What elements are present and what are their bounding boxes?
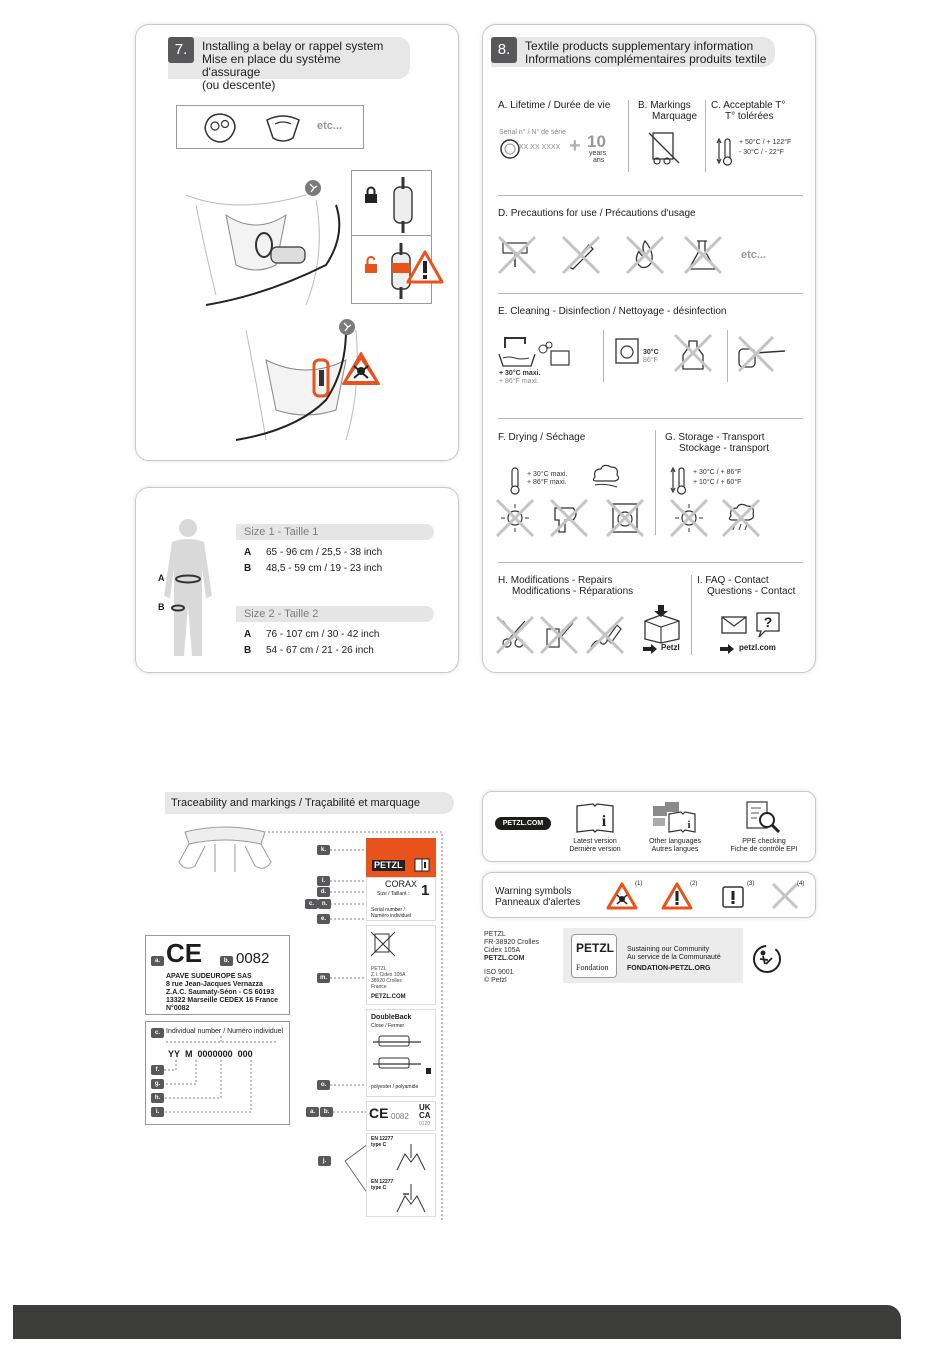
temp-high: + 50°C / + 122°F	[739, 139, 792, 146]
tag-doubleback-title: DoubleBack	[371, 1014, 412, 1021]
label-i: i.	[151, 1107, 164, 1117]
warning-mark-4: (4)	[797, 881, 805, 887]
temp-title-en: C. Acceptable T°	[711, 100, 786, 111]
apave-line-2: 8 rue Jean-Jacques Vernazza	[166, 981, 263, 988]
tag-model: CORAX	[385, 879, 418, 889]
tag-material: polyester / polyamide	[371, 1084, 419, 1090]
ppe-check-icon[interactable]	[745, 800, 781, 834]
cleaning-title: E. Cleaning - Disinfection / Nettoyage - désinfection	[498, 306, 727, 317]
size2-a-key: A	[244, 629, 252, 640]
temperature-title	[711, 100, 785, 122]
body-silhouette	[158, 516, 218, 666]
warning-title-fr: Panneaux d'alertes	[495, 897, 581, 908]
section-7-title-fr2: (ou descente)	[202, 78, 276, 92]
svg-text:i: i	[687, 819, 691, 831]
no-tumble-dryer-icon	[607, 500, 643, 536]
tag-serial-en: Serial number /	[371, 907, 405, 913]
format-yy: YY	[168, 1049, 181, 1059]
foundation-text	[627, 946, 721, 973]
modifications-title-fr: Modifications - Réparations	[512, 586, 634, 597]
no-fire-icon	[627, 237, 663, 273]
label-n: n.	[318, 899, 331, 909]
section-8-banner	[491, 37, 775, 67]
machine-f: 86°F	[643, 357, 658, 364]
notified-body-box	[145, 935, 290, 1015]
harness-belay-illustration	[176, 175, 346, 315]
tag-no-cut-icon	[371, 932, 397, 956]
caution-warning-icon	[721, 885, 745, 909]
foundation-fr: Au service de la Communauté	[627, 954, 721, 961]
section-7-banner	[168, 37, 410, 92]
label-g: g.	[151, 1079, 164, 1089]
figure-label-b: B	[158, 602, 165, 612]
size1-title: Size 1 - Taille 1	[236, 524, 434, 540]
individual-leader-lines	[146, 1022, 291, 1126]
tag-en1-type: type C	[371, 1142, 387, 1148]
other-languages-label	[635, 838, 715, 854]
faq-title	[697, 575, 795, 597]
no-chemicals-icon	[685, 237, 721, 273]
individual-title: Individual number / Numéro individuel	[166, 1028, 284, 1035]
label-c-box: c.	[151, 1028, 164, 1038]
drying-thermometer-icon	[509, 467, 523, 495]
tag-en2-illustration	[391, 1184, 431, 1214]
belay-devices-box	[176, 105, 364, 149]
no-rain-icon	[723, 500, 759, 536]
modifications-title	[498, 575, 633, 597]
no-cut-label-icon	[649, 131, 679, 165]
petzl-com-badge[interactable]: PETZL.COM	[495, 817, 551, 830]
ppe-checking-label	[719, 838, 809, 854]
foundation-word: Fondation	[576, 963, 609, 972]
lifetime-title: A. Lifetime / Durée de vie	[498, 100, 611, 111]
no-scissors-icon	[497, 617, 533, 653]
warning-mark-2: (2)	[690, 881, 698, 887]
years-number: 10	[587, 132, 606, 151]
address-line-2: FR-38920 Crolles	[484, 939, 539, 946]
latest-version-label	[555, 838, 635, 854]
etc-label: etc...	[317, 120, 343, 132]
lock-open-icon	[364, 257, 378, 273]
traceability-banner: Traceability and markings / Traçabilité et marquage	[165, 792, 454, 814]
no-sun-storage-icon	[671, 500, 707, 536]
tag-ce-block	[366, 1101, 436, 1131]
tube-device-icon	[263, 110, 303, 146]
warning-mark-1: (1)	[635, 881, 643, 887]
label-h: h.	[151, 1093, 164, 1103]
foundation-logo	[571, 934, 617, 978]
label-c: c.	[305, 899, 318, 909]
climber-icon-2	[339, 319, 355, 335]
format-suffix: 000	[237, 1049, 253, 1059]
section-7-title-fr: Mise en place du système d'assurage	[202, 52, 341, 79]
label-o: o.	[317, 1080, 330, 1090]
recycle-trash-icon	[752, 944, 782, 974]
thermometer-icon	[717, 137, 737, 167]
magnifier-icon	[499, 138, 521, 160]
markings-title-en: B. Markings	[638, 100, 691, 111]
size1-b-value: 48,5 - 59 cm / 19 - 23 inch	[266, 563, 383, 574]
foundation-en: Sustaining our Community	[627, 946, 710, 953]
label-a: a.	[151, 956, 164, 966]
tag-address	[371, 966, 405, 990]
storage-high: + 30°C / + 86°F	[693, 469, 742, 476]
no-knife-icon	[563, 237, 599, 273]
address-line-3: Cidex 105A	[484, 947, 521, 954]
tag-en-block	[366, 1133, 436, 1217]
serial-label: Serial n° / N° de série	[499, 129, 567, 136]
warning-mark-3: (3)	[747, 881, 755, 887]
years-en: years	[589, 150, 607, 157]
tag-address-line-4: France	[371, 984, 387, 990]
apave-line-3: Z.A.C. Saumaty-Séon - CS 60193	[166, 989, 275, 996]
mail-icon	[721, 616, 747, 634]
markings-title	[638, 100, 697, 122]
no-sun-icon	[497, 500, 533, 536]
iso-label: ISO 9001	[484, 969, 514, 976]
belay-device-icon	[201, 110, 241, 146]
size2-title: Size 2 - Taille 2	[236, 606, 434, 622]
precautions-etc: etc...	[741, 249, 767, 261]
section-8-title-en: Textile products supplementary information	[525, 39, 754, 53]
storage-title-fr: Stockage - transport	[679, 443, 770, 454]
tag-ukca-2: CA	[419, 1111, 431, 1120]
label-a-tag: a.	[306, 1107, 319, 1117]
size2-a-value: 76 - 107 cm / 30 - 42 inch	[266, 629, 380, 640]
tag-en1-illustration	[391, 1144, 431, 1172]
tag-top-orange	[366, 838, 436, 877]
apave-address	[166, 973, 278, 1013]
tag-en1-title: EN 12277	[371, 1136, 394, 1142]
figure-label-a: A	[158, 573, 165, 583]
petzl-site-label: petzl.com	[739, 643, 776, 652]
climber-icon	[305, 180, 321, 196]
size1-row-a	[244, 547, 382, 558]
label-m: m.	[317, 973, 330, 983]
warning-symbols-panel	[482, 872, 816, 918]
label-e: e.	[317, 914, 330, 924]
other-languages-en: Other languages	[649, 838, 701, 845]
size1-b-key: B	[244, 563, 252, 574]
petzl-return-label: Petzl	[661, 643, 680, 652]
serial-value: XX XX XXXX	[519, 144, 561, 151]
ppe-checking-fr: Fiche de contrôle EPI	[730, 846, 798, 853]
foundation-site: FONDATION-PETZL.ORG	[627, 965, 711, 972]
wash-max-f: + 86°F maxi.	[499, 378, 539, 385]
tag-ce-number: 0082	[391, 1112, 409, 1121]
faq-title-fr: Questions - Contact	[707, 586, 796, 597]
tap-water-icon	[499, 334, 535, 368]
size2-b-value: 54 - 67 cm / 21 - 26 inch	[266, 645, 374, 656]
foundation-brand: PETZL	[576, 941, 614, 955]
svg-text:i: i	[601, 813, 607, 830]
arrow-right-icon-2	[720, 644, 734, 654]
years-fr: ans	[593, 157, 605, 164]
drying-max-c: + 30°C maxi.	[527, 471, 568, 478]
apave-line-1: APAVE SUDEUROPE SAS	[166, 973, 252, 980]
other-languages-fr: Autres langues	[651, 846, 699, 853]
sizes-panel	[135, 487, 459, 673]
latest-version-fr: Dernière version	[569, 846, 621, 853]
tag-buckle-illustration	[371, 1032, 431, 1078]
format-m: M	[185, 1049, 193, 1059]
tag-address-line-2: Z.I. Cidex 105A	[371, 972, 406, 978]
no-marker-icon	[587, 617, 623, 653]
section-7-title-en: Installing a belay or rappel system	[202, 39, 384, 53]
tag-address-block	[366, 925, 436, 1005]
svg-text:?: ?	[763, 614, 773, 630]
info-panel	[482, 791, 816, 862]
section-8-number: 8.	[491, 37, 517, 63]
tag-ukca-num: 0120	[419, 1121, 431, 1127]
storage-title-en: G. Storage - Transport	[665, 432, 765, 443]
book-info-icon[interactable]	[575, 802, 615, 834]
label-j: j.	[318, 1156, 331, 1166]
address-site: PETZL.COM	[484, 955, 525, 962]
format-digits: 0000000	[197, 1049, 233, 1059]
no-pressure-washer-icon	[737, 337, 795, 371]
markings-title-fr: Marquage	[652, 111, 698, 122]
temp-low: - 30°C / - 22°F	[739, 149, 784, 156]
individual-number-box	[145, 1021, 290, 1125]
tag-en2-type: type C	[371, 1185, 387, 1191]
label-k: k.	[317, 845, 330, 855]
tag-ukca-1: UK	[419, 1103, 431, 1112]
tag-book-icon	[414, 858, 430, 872]
question-bubble-icon	[755, 611, 781, 639]
drying-max-f: + 86°F maxi.	[527, 479, 567, 486]
air-dry-icon	[589, 463, 623, 491]
return-box-icon	[641, 605, 683, 645]
section-7-panel	[135, 24, 459, 461]
storage-thermometer-icon	[671, 466, 691, 496]
soap-icon	[537, 341, 571, 367]
warning-triangle-icon	[406, 250, 444, 284]
precautions-title: D. Precautions for use / Précautions d'usage	[498, 208, 696, 219]
drying-title: F. Drying / Séchage	[498, 432, 586, 443]
waist-belt-icon	[174, 574, 202, 584]
warning-title	[495, 886, 580, 908]
company-address	[484, 931, 539, 985]
address-line-1: PETZL	[484, 931, 506, 938]
apave-line-4: 13322 Marseille CEDEX 16 France	[166, 997, 279, 1004]
section-7-number: 7.	[168, 37, 194, 63]
latest-version-en: Latest version	[573, 838, 617, 845]
size2-b-key: B	[244, 645, 252, 656]
label-d: d.	[317, 887, 330, 897]
ppe-checking-en: PPE checking	[742, 838, 786, 845]
ce-mark: CE	[166, 938, 203, 968]
apave-line-5: N°0082	[166, 1005, 190, 1012]
size1-row-b	[244, 563, 382, 574]
tag-en2-title: EN 12277	[371, 1179, 394, 1185]
tag-info-block	[366, 877, 436, 921]
no-sewing-icon	[541, 617, 577, 653]
storage-low: + 10°C / + 60°F	[693, 479, 742, 486]
danger-death-warning-icon	[606, 882, 638, 910]
harness-outline-illustration	[175, 822, 275, 882]
notified-body-number: 0082	[236, 950, 270, 967]
footer-bar	[13, 1305, 901, 1339]
temp-title-fr: T° tolérées	[725, 111, 774, 122]
label-b-tag: b.	[320, 1107, 333, 1117]
plus-sign: +	[569, 135, 581, 157]
tag-ce-mark: CE	[369, 1105, 389, 1121]
modifications-title-en: H. Modifications - Repairs	[498, 575, 613, 586]
storage-title	[665, 432, 769, 454]
lock-closed-icon	[364, 187, 378, 203]
tag-site: PETZL.COM	[371, 994, 406, 1000]
no-crush-icon	[499, 237, 535, 273]
no-hairdryer-icon	[551, 500, 591, 536]
tag-address-line-3: 38920 Crolles	[371, 978, 402, 984]
tag-size-value: 1	[421, 882, 430, 899]
label-f: f.	[151, 1065, 164, 1075]
danger-injury-warning-icon	[661, 882, 693, 910]
size1-a-value: 65 - 96 cm / 25,5 - 38 inch	[266, 547, 383, 558]
tag-address-line-1: PETZL	[371, 966, 387, 972]
no-spray-bottle-icon	[675, 333, 711, 373]
size1-a-key: A	[244, 547, 252, 558]
tag-size-label: Size / Taillant :	[377, 891, 410, 897]
machine-c: 30°C	[643, 349, 659, 356]
danger-death-icon	[341, 351, 381, 387]
wash-max-c: + 30°C maxi.	[499, 370, 541, 377]
faq-title-en: I. FAQ - Contact	[697, 575, 769, 586]
washing-machine-icon	[615, 338, 639, 364]
tag-brand: PETZL	[374, 860, 403, 870]
leg-loop-icon	[170, 604, 186, 612]
section-8-panel	[482, 24, 816, 673]
tag-serial-fr: Numéro individuel	[371, 913, 412, 919]
size2-row-b	[244, 645, 374, 656]
label-b: b.	[220, 956, 233, 966]
warning-title-en: Warning symbols	[495, 886, 572, 897]
section-8-title-fr: Informations complémentaires produits textile	[525, 52, 767, 66]
copyright-label: © Petzl	[484, 977, 507, 984]
tag-doubleback-block	[366, 1009, 436, 1097]
tag-doubleback-sub: Close / Fermer	[371, 1023, 405, 1029]
carabiner-gate-closed	[388, 177, 418, 233]
label-l: l.	[317, 876, 330, 886]
size2-row-a	[244, 629, 379, 640]
languages-icon[interactable]	[651, 800, 697, 834]
arrow-right-icon	[643, 644, 657, 654]
prohibited-x-icon	[771, 882, 799, 910]
foundation-box	[563, 928, 743, 983]
